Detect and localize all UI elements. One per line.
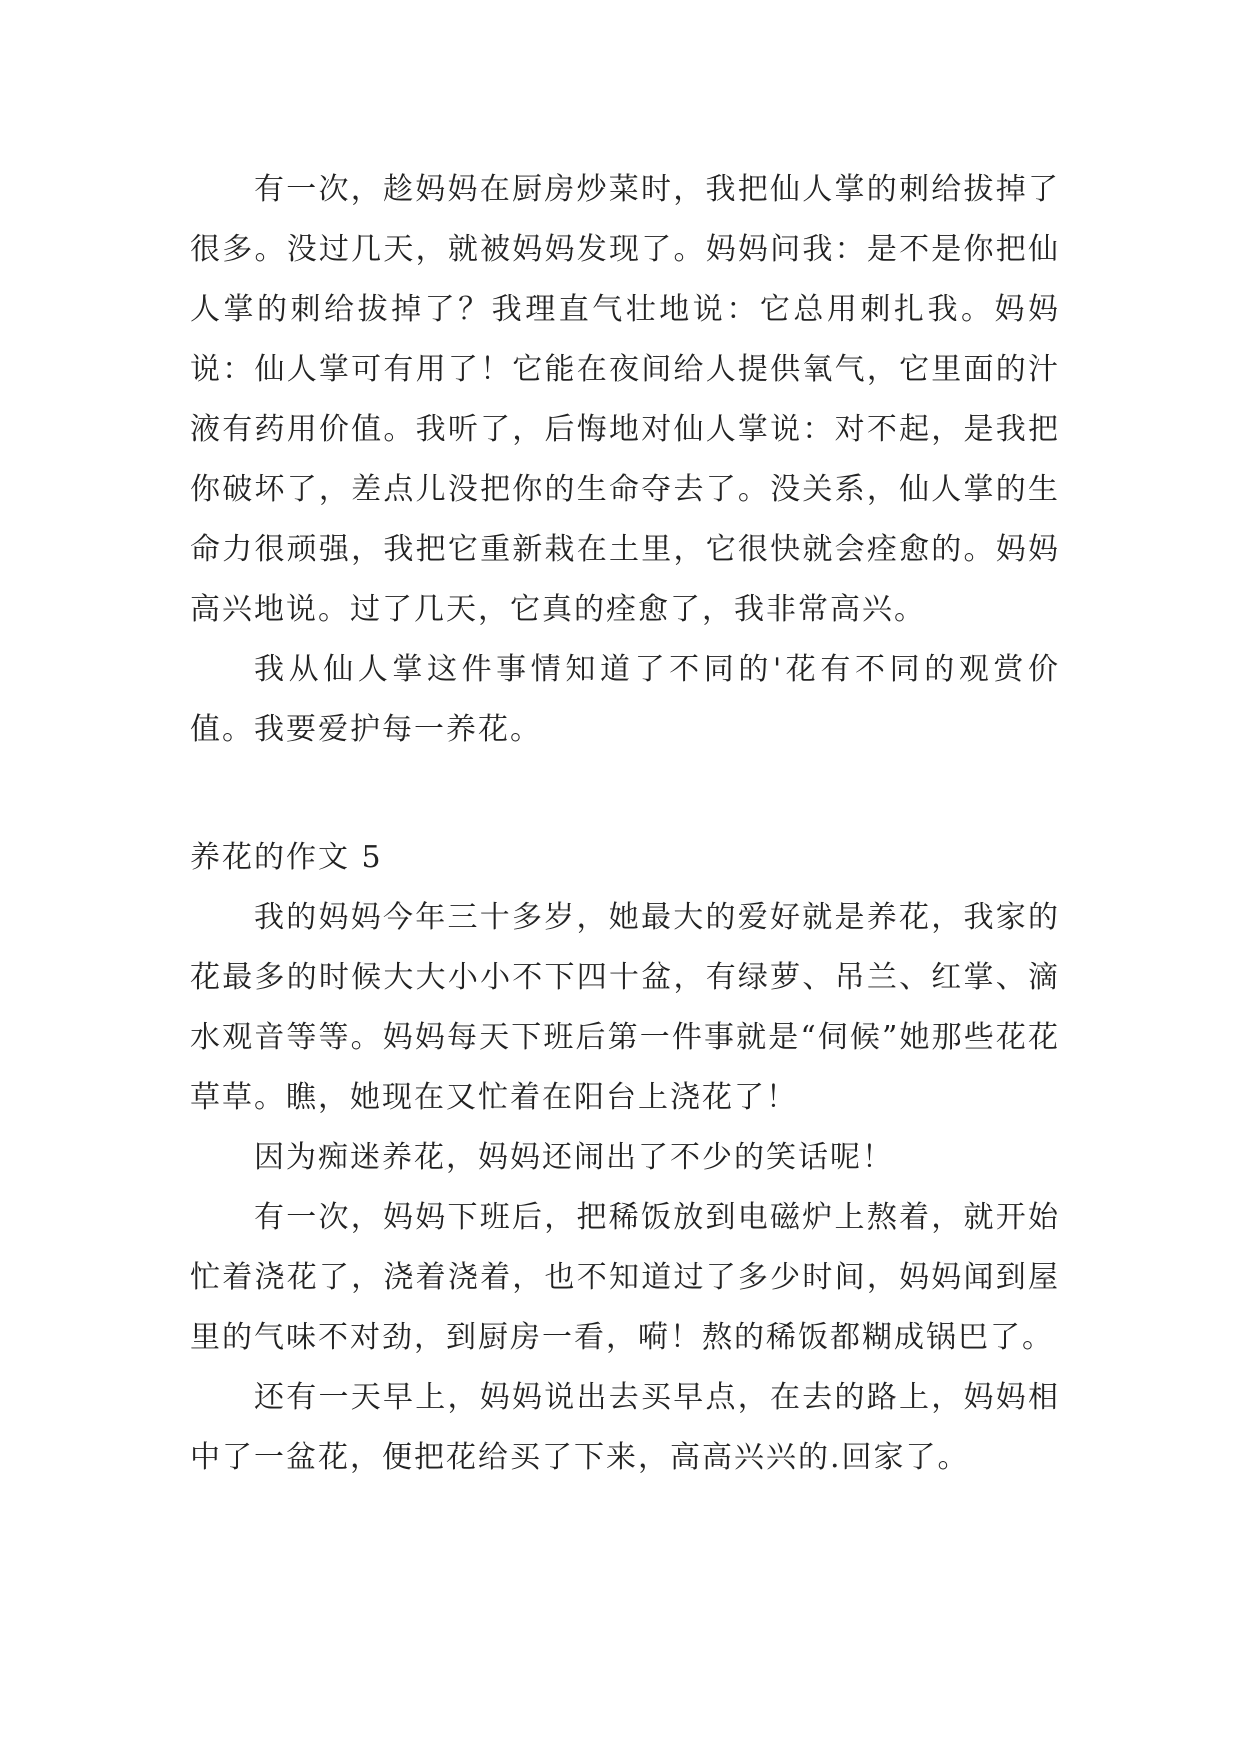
section-heading: 养花的作文 5 xyxy=(190,840,383,875)
paragraph: 有一次，妈妈下班后，把稀饭放到电磁炉上熬着，就开始忙着浇花了，浇着浇着，也不知道过了多少时间，妈妈闻到屋里的气味不对劲，到厨房一看，嗬！熬的稀饭都糊成锅巴了。 xyxy=(190,1200,1060,1355)
paragraph: 有一次，趁妈妈在厨房炒菜时，我把仙人掌的刺给拔掉了很多。没过几天，就被妈妈发现了。妈妈问我：是不是你把仙人掌的刺给拔掉了？我理直气壮地说：它总用刺扎我。妈妈说：仙人掌可有用了！它能在夜间给人提供氧气，它里面的汁液有药用价值。我听了，后悔地对仙人掌说：对不起，是我把你破坏了，差点儿没把你的生命夺去了。没关系，仙人掌的生命力很顽强，我把它重新栽在土里，它很快就会痊愈的。妈妈高兴地说。过了几天，它真的痊愈了，我非常高兴。 xyxy=(190,172,1060,627)
paragraph: 因为痴迷养花，妈妈还闹出了不少的笑话呢！ xyxy=(254,1140,894,1175)
paragraph: 我的妈妈今年三十多岁，她最大的爱好就是养花，我家的花最多的时候大大小小不下四十盆，有绿萝、吊兰、红掌、滴水观音等等。妈妈每天下班后第一件事就是“伺候”她那些花花草草。瞧，她现在又忙着在阳台上浇花了！ xyxy=(190,900,1060,1115)
paragraph: 我从仙人掌这件事情知道了不同的'花有不同的观赏价值。我要爱护每一养花。 xyxy=(190,652,1060,747)
paragraph: 还有一天早上，妈妈说出去买早点，在去的路上，妈妈相中了一盆花，便把花给买了下来，高高兴兴的.回家了。 xyxy=(190,1380,1060,1475)
document-body xyxy=(190,160,1060,1488)
